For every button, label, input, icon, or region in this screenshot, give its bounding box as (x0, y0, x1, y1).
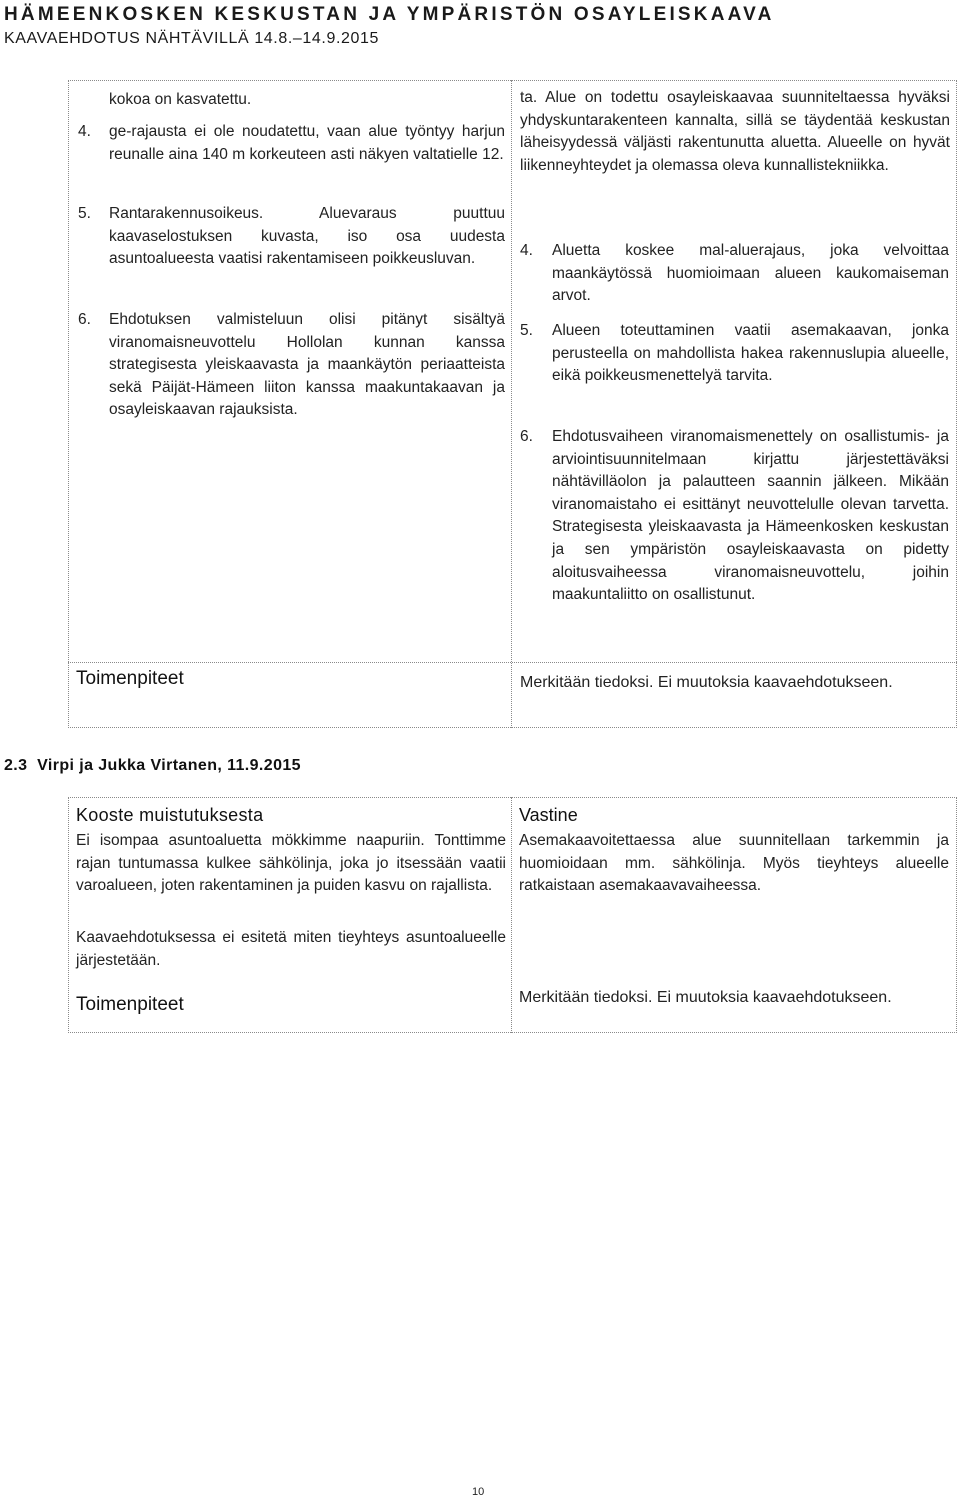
list-number: 5. (520, 322, 533, 339)
response-column-heading: Vastine (519, 805, 578, 825)
table-1-action-text: Merkitään tiedoksi. Ei muutoksia kaavaehdotukseen. (520, 674, 893, 691)
list-number: 4. (78, 123, 91, 140)
list-item-text: Aluetta koskee mal-aluerajaus, joka velvoittaa maankäytössä huomioimaan alueen kaukomaiseman arvot. (552, 242, 949, 305)
list-item-text: Ehdotusvaiheen viranomaismenettely on osallistumis- ja arviointisuunnitelmaan kirjattu järjestettäväksi nähtävilläolon ja palautteen saannin jälkeen. Mikään viranomaistaho ei esittänyt neuvottelulle olevan tarvetta. Strategisesta yleiskaavasta ja Hämeenkosken keskustan ja sen ympäristön osayleiskaavasta on pidetty aloitusvaiheessa viranomaisneuvottelu, joihin maakuntaliitto on osallistunut. (552, 428, 949, 604)
list-number: 6. (520, 428, 533, 445)
document-title: HÄMEENKOSKEN KESKUSTAN JA YMPÄRISTÖN OSAYLEISKAAVA (4, 4, 775, 25)
list-number: 4. (520, 242, 533, 259)
table-1-right-continuation: ta. Alue on todettu osayleiskaavaa suunniteltaessa hyväksi yhdyskuntarakenteen kannalta, sillä se täydentää keskustan läheisyydessä väljästi rakentunutta aluetta. Alueelle on hyvät liikenneyhteydet ja olemassa oleva kunnallistekniikka. (520, 89, 950, 174)
summary-paragraph: Kaavaehdotuksessa ei esitetä miten tieyhteys asuntoalueelle järjestetään. (76, 929, 506, 969)
actions-heading: Toimenpiteet (76, 994, 184, 1015)
document-subtitle: KAAVAEHDOTUS NÄHTÄVILLÄ 14.8.–14.9.2015 (4, 30, 379, 47)
summary-column-heading: Kooste muistutuksesta (76, 805, 264, 825)
list-number: 5. (78, 205, 91, 222)
actions-heading: Toimenpiteet (76, 668, 184, 689)
list-number: 6. (78, 311, 91, 328)
response-text: Asemakaavoitettaessa alue suunnitellaan tarkemmin ja huomioidaan mm. sähkölinja. Myös tieyhteys alueelle ratkaistaan asemakaavavaiheessa. (519, 832, 949, 895)
table-1-left-continuation (109, 89, 505, 112)
page-number: 10 (472, 1486, 485, 1498)
continuation-text: kokoa on kasvatettu. (109, 91, 252, 108)
list-item-text: ge-rajausta ei ole noudatettu, vaan alue työntyy harjun reunalle aina 140 m korkeuteen asti näkyen valtatielle 12. (109, 123, 505, 163)
table-2-column-divider (511, 797, 512, 1033)
table-1-row-divider (68, 662, 957, 663)
table-1-column-divider (511, 80, 512, 728)
summary-paragraph: Ei isompaa asuntoaluetta mökkimme naapuriin. Tonttimme rajan tuntumassa kulkee sähkölinja, joka jo itsessään vaatii varoalueen, joten rakentaminen ja puiden kasvu on rajallista. (76, 832, 506, 895)
table-2-action-text: Merkitään tiedoksi. Ei muutoksia kaavaehdotukseen. (519, 989, 892, 1006)
list-item-text: Alueen toteuttaminen vaatii asemakaavan, jonka perusteella on mahdollista hakea rakennuslupia alueelle, eikä poikkeusmenettelyä tarvita. (552, 322, 949, 385)
list-item-text: Ehdotuksen valmisteluun olisi pitänyt sisältyä viranomaisneuvottelu Hollolan kunnan kanssa strategisesta yleiskaavasta ja maankäytön periaatteista sekä Päijät-Hämeen liiton kanssa maakuntakaavan ja osayleiskaavan rajauksista. (109, 311, 505, 419)
section-title: 2.3 Virpi ja Jukka Virtanen, 11.9.2015 (4, 757, 301, 774)
list-item-text: Rantarakennusoikeus. Aluevaraus puuttuu kaavaselostuksen kuvasta, iso osa uudesta asuntoalueesta vaatisi rakentamiseen poikkeusluvan. (109, 205, 505, 268)
